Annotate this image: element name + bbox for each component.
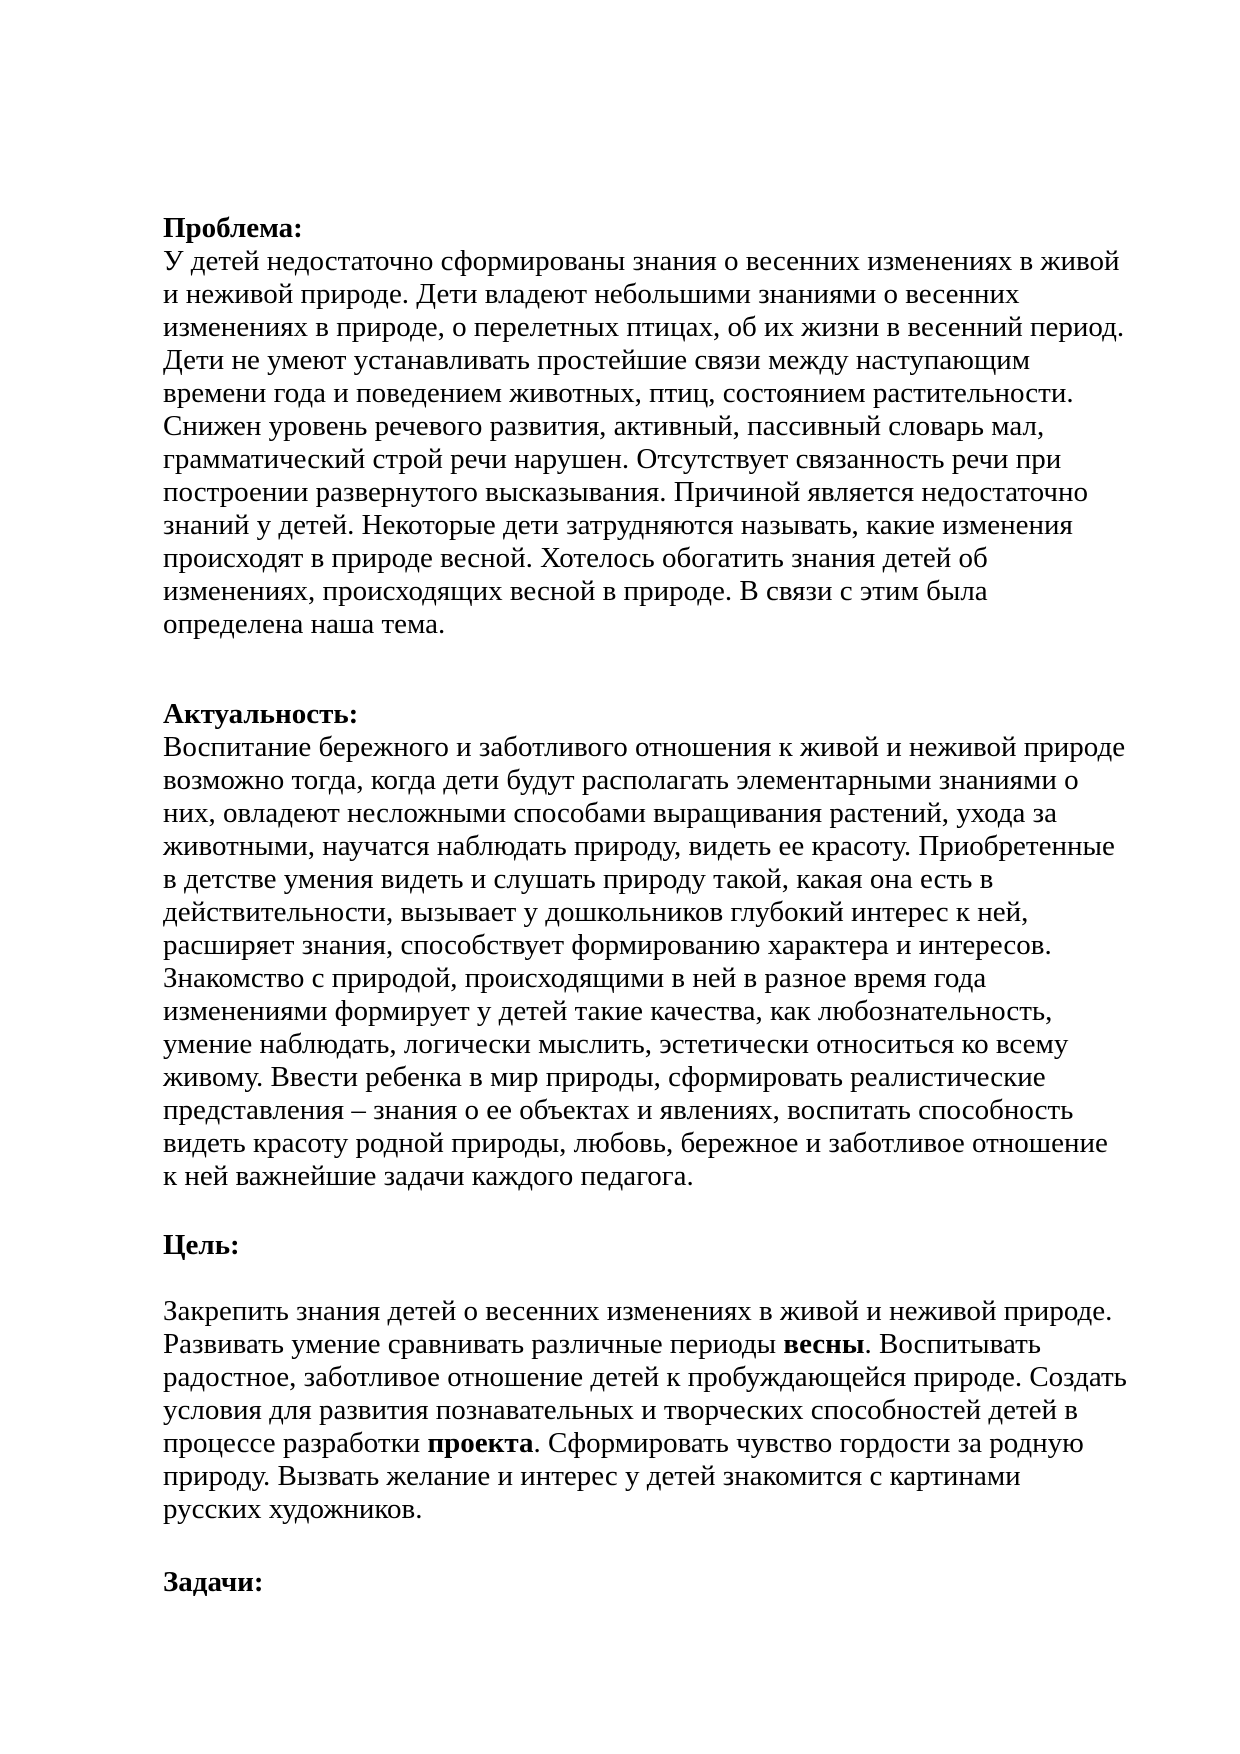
text-line: действительности, вызывает у дошкольников глубокий интерес к ней, (163, 896, 1029, 928)
bold-term: проекта (427, 1427, 534, 1459)
text-line: времени года и поведением животных, птиц, состоянием растительности. (163, 377, 1074, 409)
text-segment: процессе разработки (163, 1427, 428, 1459)
text-line: живому. Ввести ребенка в мир природы, сформировать реалистические (163, 1061, 1046, 1093)
text-line: и неживой природе. Дети владеют небольшими знаниями о весенних (163, 278, 1020, 310)
text-line: грамматический строй речи нарушен. Отсутствует связанность речи при (163, 443, 1062, 475)
text-line: возможно тогда, когда дети будут располагать элементарными знаниями о (163, 764, 1079, 796)
text-line: Дети не умеют устанавливать простейшие связи между наступающим (163, 344, 1031, 376)
text-line: русских художников. (163, 1493, 423, 1525)
text-segment: . Сформировать чувство гордости за родную (533, 1427, 1084, 1459)
text-line (163, 1427, 1158, 1460)
heading-problema: Проблема: (163, 212, 303, 244)
text-line: них, овладеют несложными способами выращивания растений, ухода за (163, 797, 1057, 829)
paragraph-cel (163, 1295, 1158, 1526)
text-line: природу. Вызвать желание и интерес у детей знакомится с картинами (163, 1460, 1021, 1492)
text-line: умение наблюдать, логически мыслить, эстетически относиться ко всему (163, 1028, 1069, 1060)
text-segment: Развивать умение сравнивать различные периоды (163, 1328, 784, 1360)
heading-aktualnost: Актуальность: (163, 698, 359, 730)
text-line: расширяет знания, способствует формированию характера и интересов. (163, 929, 1052, 961)
paragraph-problema (163, 245, 1158, 641)
text-line: условия для развития познавательных и творческих способностей детей в (163, 1394, 1079, 1426)
text-line: к ней важнейшие задачи каждого педагога. (163, 1160, 694, 1192)
text-line: Знакомство с природой, происходящими в ней в разное время года (163, 962, 987, 994)
text-line: представления – знания о ее объектах и явлениях, воспитать способность (163, 1094, 1074, 1126)
text-line: изменениях в природе, о перелетных птицах, об их жизни в весенний период. (163, 311, 1125, 343)
paragraph-aktualnost (163, 731, 1158, 1193)
text-line: происходят в природе весной. Хотелось обогатить знания детей об (163, 542, 988, 574)
text-line: У детей недостаточно сформированы знания о весенних изменениях в живой (163, 245, 1120, 277)
text-line: видеть красоту родной природы, любовь, бережное и заботливое отношение (163, 1127, 1108, 1159)
heading-cel: Цель: (163, 1229, 240, 1261)
text-line: определена наша тема. (163, 608, 446, 640)
heading-zadachi: Задачи: (163, 1566, 264, 1598)
text-line (163, 1328, 1158, 1361)
bold-term: весны (783, 1328, 865, 1360)
document-text-block (163, 212, 1158, 1599)
text-line: Снижен уровень речевого развития, активный, пассивный словарь мал, (163, 410, 1045, 442)
text-line: построении развернутого высказывания. Причиной является недостаточно (163, 476, 1089, 508)
text-line: Воспитание бережного и заботливого отношения к живой и неживой природе (163, 731, 1126, 763)
text-line: изменениями формирует у детей такие качества, как любознательность, (163, 995, 1053, 1027)
text-line: животными, научатся наблюдать природу, видеть ее красоту. Приобретенные (163, 830, 1115, 862)
text-segment: . Воспитывать (864, 1328, 1041, 1360)
text-line: в детстве умения видеть и слушать природу такой, какая она есть в (163, 863, 994, 895)
blank-line (163, 1262, 1158, 1295)
text-line: радостное, заботливое отношение детей к пробуждающейся природе. Создать (163, 1361, 1127, 1393)
text-line: знаний у детей. Некоторые дети затрудняются называть, какие изменения (163, 509, 1073, 541)
text-line: изменениях, происходящих весной в природе. В связи с этим была (163, 575, 988, 607)
text-line: Закрепить знания детей о весенних изменениях в живой и неживой природе. (163, 1295, 1113, 1327)
